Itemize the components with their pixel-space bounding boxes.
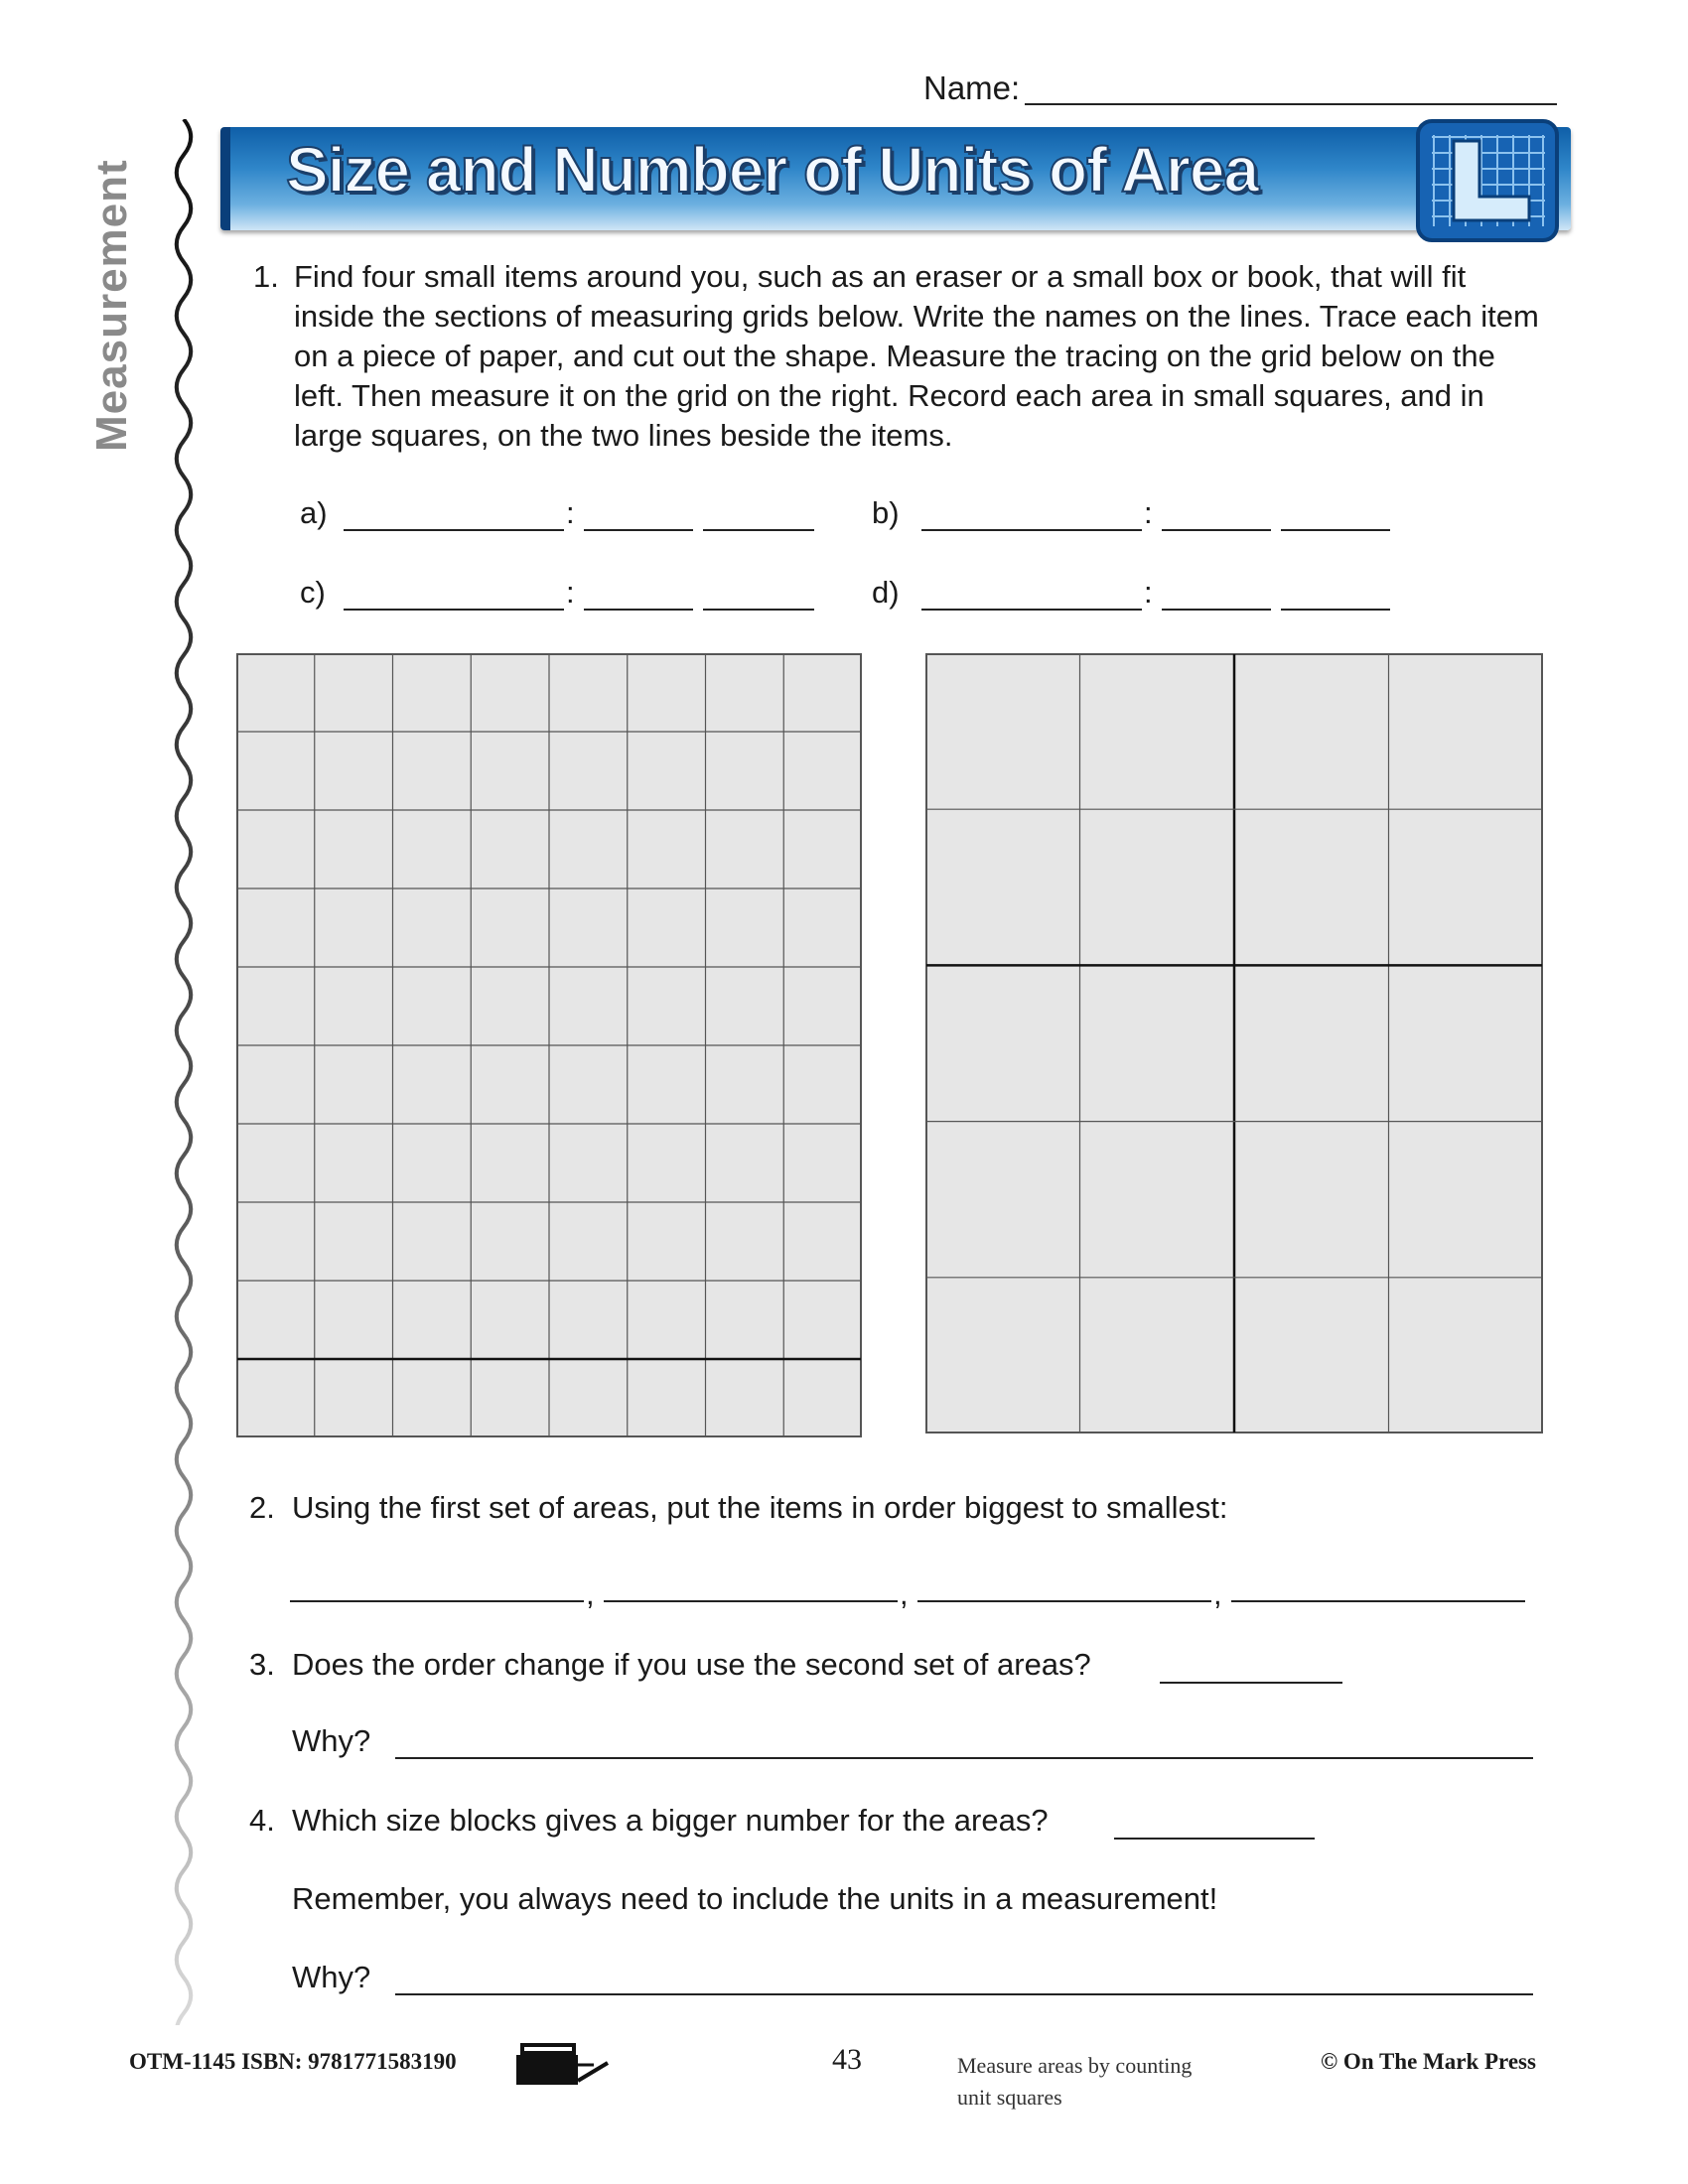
small-square-grid[interactable] [236,653,862,1437]
item-label-d: d) [872,575,900,610]
why-label: Why? [292,1723,371,1758]
small-squares-field-a[interactable] [584,529,693,531]
name-field[interactable] [1025,103,1557,105]
standard-text-line1: Measure areas by counting [957,2053,1193,2078]
small-squares-field-b[interactable] [1162,529,1271,531]
question-text: Find four small items around you, such as an eraser or a small box or book, that will fit inside the sections of measuring grids below. Write the names on the lines. Trace each item on a piece of paper, and cut out the shape. Measure the tracing on the grid below on the left. Then measure it on the grid on the right. Record each area in small squares, and in large squares, on the two lines beside the items. [294,259,1539,453]
question-text: Using the first set of areas, put the items in order biggest to smallest: [292,1490,1228,1525]
order-field-3[interactable] [917,1600,1211,1602]
item-label-a: a) [300,495,328,530]
bigger-number-field[interactable] [1114,1838,1315,1840]
why-field-q4[interactable] [395,1993,1533,1995]
comma: , [586,1576,595,1611]
why-field-q3[interactable] [395,1757,1533,1759]
wavy-border [171,119,197,2025]
item-name-field-b[interactable] [921,529,1142,531]
page-number: 43 [832,2043,862,2076]
large-squares-field-d[interactable] [1281,609,1390,611]
item-name-field-d[interactable] [921,609,1142,611]
large-squares-field-c[interactable] [703,609,814,611]
small-squares-field-c[interactable] [584,609,693,611]
order-field-1[interactable] [290,1600,584,1602]
question-number: 3. [249,1647,275,1682]
large-square-grid[interactable] [925,653,1543,1433]
large-squares-field-b[interactable] [1281,529,1390,531]
colon: : [1144,575,1153,610]
area-grid-icon [1414,117,1561,244]
question-number: 4. [249,1803,275,1838]
item-label-b: b) [872,495,900,530]
colon: : [566,575,575,610]
item-name-field-a[interactable] [344,529,564,531]
item-name-field-c[interactable] [344,609,564,611]
why-label: Why? [292,1960,371,1994]
standard-text-line2: unit squares [957,2085,1062,2110]
comma: , [1213,1576,1222,1611]
small-squares-field-d[interactable] [1162,609,1271,611]
colon: : [1144,495,1153,530]
name-label: Name: [923,69,1021,106]
page-title: Size and Number of Units of Area [286,134,1259,205]
question-number: 1. [253,259,279,294]
question-text: Does the order change if you use the second set of areas? [292,1647,1091,1682]
section-label: Measurement [87,159,136,452]
copier-icon [512,2037,612,2089]
comma: , [900,1576,909,1611]
copyright: © On The Mark Press [1321,2049,1536,2074]
reminder-text: Remember, you always need to include the units in a measurement! [292,1881,1218,1916]
product-code: OTM-1145 ISBN: 9781771583190 [129,2049,457,2074]
question-number: 2. [249,1490,275,1525]
order-change-field[interactable] [1160,1682,1342,1684]
colon: : [566,495,575,530]
question-text: Which size blocks gives a bigger number for the areas? [292,1803,1049,1838]
order-field-2[interactable] [604,1600,898,1602]
large-squares-field-a[interactable] [703,529,814,531]
item-label-c: c) [300,575,326,610]
order-field-4[interactable] [1231,1600,1525,1602]
